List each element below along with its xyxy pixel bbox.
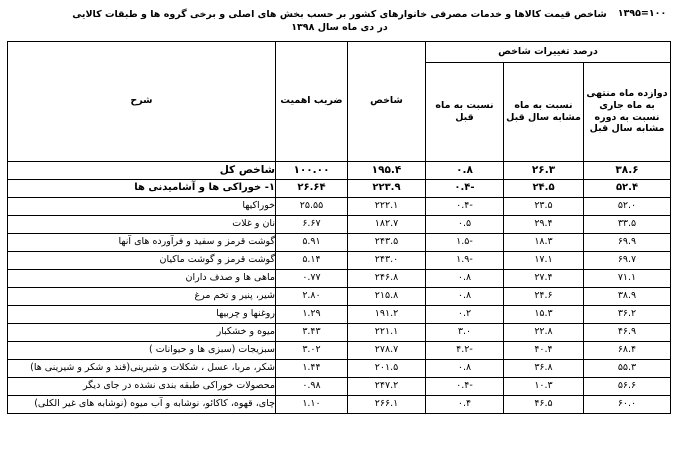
cell-index: ۲۲۳.۹ [347,179,425,197]
cell-pct-twelve: ۳۶.۲ [584,305,671,323]
cell-description: سبزیجات (سبزی ها و حیوانات ) [7,341,275,359]
cell-weight: ۰.۷۷ [275,269,347,287]
cell-pct-twelve: ۶۹.۷ [584,251,671,269]
cell-description: شاخص کل [7,161,275,179]
table-row [7,323,670,341]
table-body [7,161,670,413]
cell-pct-twelve: ۳۳.۵ [584,215,671,233]
header-description: شرح [7,41,275,161]
cell-pct-twelve: ۶۰.۰ [584,395,671,413]
cell-pct-twelve: ۶۸.۴ [584,341,671,359]
cell-pct-prev: -۰.۴ [425,179,503,197]
table-row [7,341,670,359]
cell-weight: ۶.۶۷ [275,215,347,233]
cell-index: ۲۲۱.۱ [347,323,425,341]
cell-description: نان و غلات [7,215,275,233]
table-row [7,287,670,305]
cell-index: ۱۸۲.۷ [347,215,425,233]
header-pct-twelve-months: دوازده ماه منتهی به ماه جاری نسبت به دوره مشابه سال قبل [584,62,671,161]
cell-weight: ۱.۲۹ [275,305,347,323]
table-head [7,41,670,161]
cell-index: ۲۴۷.۲ [347,377,425,395]
cell-description: خوراکیها [7,197,275,215]
table-row [7,215,670,233]
cell-pct-twelve: ۳۸.۶ [584,161,671,179]
table-row [7,233,670,251]
cell-pct-prev: -۱.۵ [425,233,503,251]
header-pct-vs-same-month-prev-year: نسبت به ماه مشابه سال قبل [504,62,584,161]
cell-weight: ۰.۹۸ [275,377,347,395]
cell-weight: ۵.۱۴ [275,251,347,269]
table-row [7,305,670,323]
cell-description: گوشت قرمز و گوشت ماکیان [7,251,275,269]
cell-pct-year: ۱۷.۱ [504,251,584,269]
cell-pct-prev: ۰.۸ [425,269,503,287]
cell-pct-prev: ۰.۲ [425,305,503,323]
cell-pct-year: ۱۸.۳ [504,233,584,251]
page-title: شاخص قیمت کالاها و خدمات مصرفی خانوارهای کشور بر حسب بخش های اصلی و برخی گروه ها و طبقات کالایی در دی ماه سال ۱۳۹۸ [72,9,607,34]
cell-weight: ۲۵.۵۵ [275,197,347,215]
cell-description: ۱- خوراکی ها و آشامیدنی ها [7,179,275,197]
table-row [7,359,670,377]
cell-weight: ۳.۰۲ [275,341,347,359]
cell-pct-prev: ۳.۰ [425,323,503,341]
table-row [7,161,670,179]
cell-pct-twelve: ۳۸.۹ [584,287,671,305]
header-pct-vs-prev-month: نسبت به ماه قبل [425,62,503,161]
cell-pct-twelve: ۵۲.۴ [584,179,671,197]
cell-pct-year: ۲۹.۴ [504,215,584,233]
cell-index: ۲۴۳.۵ [347,233,425,251]
cell-pct-year: ۱۵.۳ [504,305,584,323]
cell-pct-prev: ۰.۸ [425,287,503,305]
cell-weight: ۱.۴۴ [275,359,347,377]
base-year-note [613,6,671,21]
cell-pct-prev: -۰.۴ [425,377,503,395]
cell-pct-year: ۲۷.۴ [504,269,584,287]
cell-index: ۱۹۵.۴ [347,161,425,179]
base-year-note-line: ۱۰۰=۱۳۹۵ [617,8,667,19]
table-row [7,179,670,197]
table-row [7,251,670,269]
cell-weight: ۱.۱۰ [275,395,347,413]
cell-weight: ۳.۴۳ [275,323,347,341]
table-head-group-row [7,41,670,62]
document-header [8,6,671,35]
cell-pct-year: ۲۴.۵ [504,179,584,197]
cell-pct-prev: ۰.۸ [425,359,503,377]
cell-pct-year: ۴۰.۴ [504,341,584,359]
cell-weight: ۲.۸۰ [275,287,347,305]
cell-pct-prev: ۰.۵ [425,215,503,233]
cell-pct-prev: ۰.۴ [425,395,503,413]
cell-pct-year: ۳۶.۸ [504,359,584,377]
header-index: شاخص [347,41,425,161]
table-row [7,395,670,413]
cell-index: ۲۷۸.۷ [347,341,425,359]
cell-pct-year: ۲۲.۸ [504,323,584,341]
cell-index: ۲۲۲.۱ [347,197,425,215]
cell-index: ۲۱۵.۸ [347,287,425,305]
cell-pct-twelve: ۵۲.۰ [584,197,671,215]
cell-weight: ۵.۹۱ [275,233,347,251]
cell-description: شکر، مربا، عسل ، شکلات و شیرینی(قند و شکر و شیرینی ها) [7,359,275,377]
cpi-table [7,41,671,414]
table-row [7,269,670,287]
cell-description: میوه و خشکبار [7,323,275,341]
cell-index: ۲۰۱.۵ [347,359,425,377]
cell-description: ماهی ها و صدف داران [7,269,275,287]
cell-description: چای، قهوه، کاکائو، نوشابه و آب میوه (نوشابه های غیر الکلی) [7,395,275,413]
cell-pct-prev: ۰.۸ [425,161,503,179]
cell-description: محصولات خوراکی طبقه بندی نشده در جای دیگر [7,377,275,395]
cell-pct-year: ۲۳.۵ [504,197,584,215]
cell-pct-year: ۴۶.۵ [504,395,584,413]
table-row [7,197,670,215]
cell-pct-twelve: ۷۱.۱ [584,269,671,287]
cell-description: روغنها و چربیها [7,305,275,323]
cell-pct-twelve: ۶۹.۹ [584,233,671,251]
cell-pct-prev: -۰.۴ [425,197,503,215]
header-changes-group: درصد تغییرات شاخص [425,41,670,62]
cell-pct-year: ۱۰.۳ [504,377,584,395]
header-weight: ضریب اهمیت [275,41,347,161]
cell-description: شیر، پنیر و تخم مرغ [7,287,275,305]
cell-weight: ۱۰۰.۰۰ [275,161,347,179]
table-row [7,377,670,395]
cell-weight: ۲۶.۶۴ [275,179,347,197]
cell-index: ۱۹۱.۲ [347,305,425,323]
cell-pct-twelve: ۵۶.۶ [584,377,671,395]
cell-pct-twelve: ۵۵.۳ [584,359,671,377]
cell-description: گوشت قرمز و سفید و فرآورده های آنها [7,233,275,251]
cell-pct-year: ۲۴.۶ [504,287,584,305]
cell-index: ۲۶۶.۱ [347,395,425,413]
cell-index: ۲۴۶.۸ [347,269,425,287]
cell-pct-prev: -۱.۹ [425,251,503,269]
cell-pct-twelve: ۴۶.۹ [584,323,671,341]
cell-pct-year: ۲۶.۳ [504,161,584,179]
cell-pct-prev: -۴.۲ [425,341,503,359]
cell-index: ۲۴۳.۰ [347,251,425,269]
